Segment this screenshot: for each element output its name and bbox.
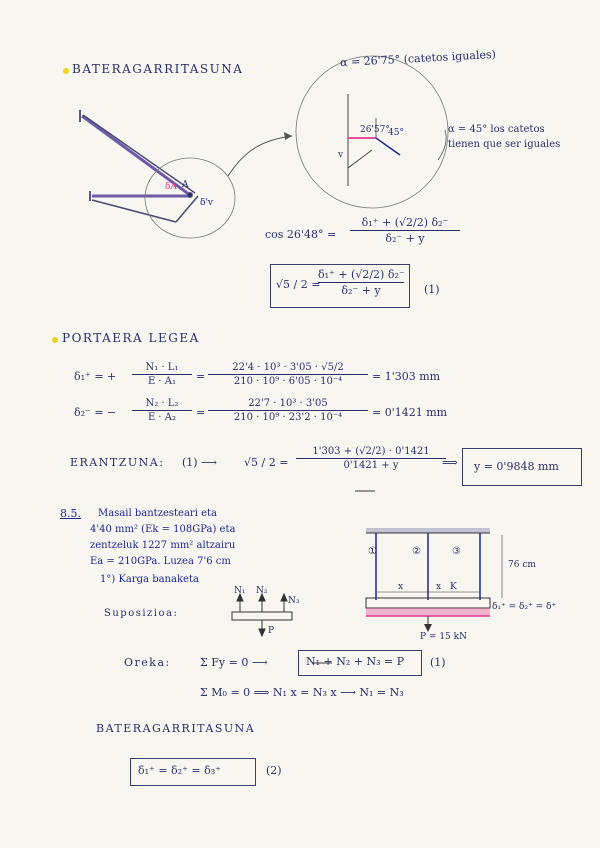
fig-bar-2-label: ② xyxy=(412,546,421,557)
section-heading-compatibility: BATERAGARRITASUNA xyxy=(72,62,244,76)
delta2-values-den: 210 · 10⁹ · 23'2 · 10⁻⁴ xyxy=(233,412,343,423)
delta1-lhs: δ₁⁺ = + xyxy=(74,370,117,383)
bullet-marker xyxy=(63,68,69,74)
answer-label: ERANTZUNA: xyxy=(70,456,165,469)
diagram-label-delta-v: δ'v xyxy=(200,198,213,208)
supposition-sketch xyxy=(232,594,292,636)
delta1-values-num: 22'4 · 10³ · 3'05 · √5/2 xyxy=(232,362,344,373)
answer-fraction xyxy=(296,446,446,471)
boxed-denominator: δ₂⁻ + y xyxy=(341,284,381,297)
fig-length: 76 cm xyxy=(508,560,536,570)
section-heading-compatibility-2: BATERAGARRITASUNA xyxy=(96,722,256,735)
problem-line-3: zentzeluk 1227 mm² altzairu xyxy=(90,540,236,551)
boxed-lhs: √5 / 2 = xyxy=(276,278,321,291)
sup-force-p: P xyxy=(268,626,275,636)
answer-lhs: √5 / 2 = xyxy=(244,456,289,469)
problem-subtask: 1°) Karga banaketa xyxy=(100,574,199,585)
bullet-marker xyxy=(52,337,58,343)
fig-k: K xyxy=(450,582,457,592)
delta2-result: = 0'1421 mm xyxy=(372,406,448,419)
answer-denominator: 0'1421 + y xyxy=(343,460,399,471)
delta2-values-num: 22'7 · 10³ · 3'05 xyxy=(248,398,328,409)
answer-ref: (1) ⟶ xyxy=(182,456,217,469)
fig-bar-1-label: ① xyxy=(368,546,377,557)
equation-tag-eq: (1) xyxy=(430,656,446,669)
zoom-label-angle2: 45° xyxy=(388,128,404,138)
equilibrium-label: Oreka: xyxy=(124,656,171,669)
sup-force-n1: N₁ xyxy=(234,586,246,596)
fig-delta: δ₁⁺ = δ₂⁺ = δ⁺ xyxy=(492,602,557,612)
sup-force-n3: N₃ xyxy=(288,596,300,606)
cos-numerator: δ₁⁺ + (√2/2) δ₂⁻ xyxy=(361,216,449,229)
delta2-values xyxy=(208,398,368,423)
boxed-fraction xyxy=(318,268,404,297)
angle-note-right: α = 45° los catetos tienen que ser iguales xyxy=(448,124,561,150)
cos-equation-lhs: cos 26'48° = xyxy=(265,228,337,241)
problem-line-1: Masail bantzesteari eta xyxy=(98,508,217,519)
moment-equation: Σ M₀ = 0 ⟹ N₁ x = N₃ x ⟶ N₁ = N₃ xyxy=(200,686,404,699)
equilibrium-eq: Σ Fy = 0 ⟶ xyxy=(200,656,268,669)
problem-line-2: 4'40 mm² (Ek = 108GPa) eta xyxy=(90,524,236,535)
sup-force-n2: N₂ xyxy=(256,586,268,596)
cos-equation-fraction xyxy=(350,216,460,245)
delta2-formula xyxy=(132,398,192,423)
delta1-formula-num: N₁ · L₁ xyxy=(145,362,179,373)
truss-diagram xyxy=(80,110,235,238)
equilibrium-boxed: N₁ + N₂ + N₃ = P xyxy=(306,655,405,668)
zoom-label-v: v xyxy=(338,150,344,160)
diagram-label-a: A xyxy=(182,180,189,190)
equation-tag-2: (2) xyxy=(266,764,282,777)
delta1-result: = 1'303 mm xyxy=(372,370,441,383)
answer-boxed: y = 0'9848 mm xyxy=(474,460,559,473)
delta1-formula-den: E · A₁ xyxy=(147,376,177,387)
problem-line-4: Ea = 210GPa. Luzea 7'6 cm xyxy=(90,556,231,567)
problem-number: 8.5. xyxy=(60,507,81,520)
boxed-numerator: δ₁⁺ + (√2/2) δ₂⁻ xyxy=(318,268,405,281)
zoom-arrow xyxy=(228,136,292,176)
zoom-label-angle: 26'57° xyxy=(360,125,390,135)
diagram-label-delta-a: δA xyxy=(165,182,177,192)
delta2-formula-den: E · A₂ xyxy=(147,412,177,423)
equation-tag-1: (1) xyxy=(424,283,440,296)
compatibility-boxed: δ₁⁺ = δ₂⁺ = δ₃⁺ xyxy=(138,764,221,777)
delta2-formula-num: N₂ · L₂ xyxy=(145,398,179,409)
delta1-values-den: 210 · 10⁹ · 6'05 · 10⁻⁴ xyxy=(233,376,343,387)
delta1-formula xyxy=(132,362,192,387)
fig-x-left: x xyxy=(398,582,404,592)
delta1-values xyxy=(208,362,368,387)
answer-numerator: 1'303 + (√2/2) · 0'1421 xyxy=(312,446,430,457)
angle-note-top: α = 26'75° (catetos iguales) xyxy=(339,47,497,70)
fig-bar-3-label: ③ xyxy=(452,546,461,557)
cos-denominator: δ₂⁻ + y xyxy=(385,232,425,245)
section-heading-behaviour-law: PORTAERA LEGEA xyxy=(62,331,200,345)
bar-structure-figure xyxy=(366,528,502,632)
fig-load: P = 15 kN xyxy=(420,632,467,642)
fig-x-right: x xyxy=(436,582,442,592)
delta2-lhs: δ₂⁻ = − xyxy=(74,406,117,419)
supposition-label: Suposizioa: xyxy=(104,608,179,619)
